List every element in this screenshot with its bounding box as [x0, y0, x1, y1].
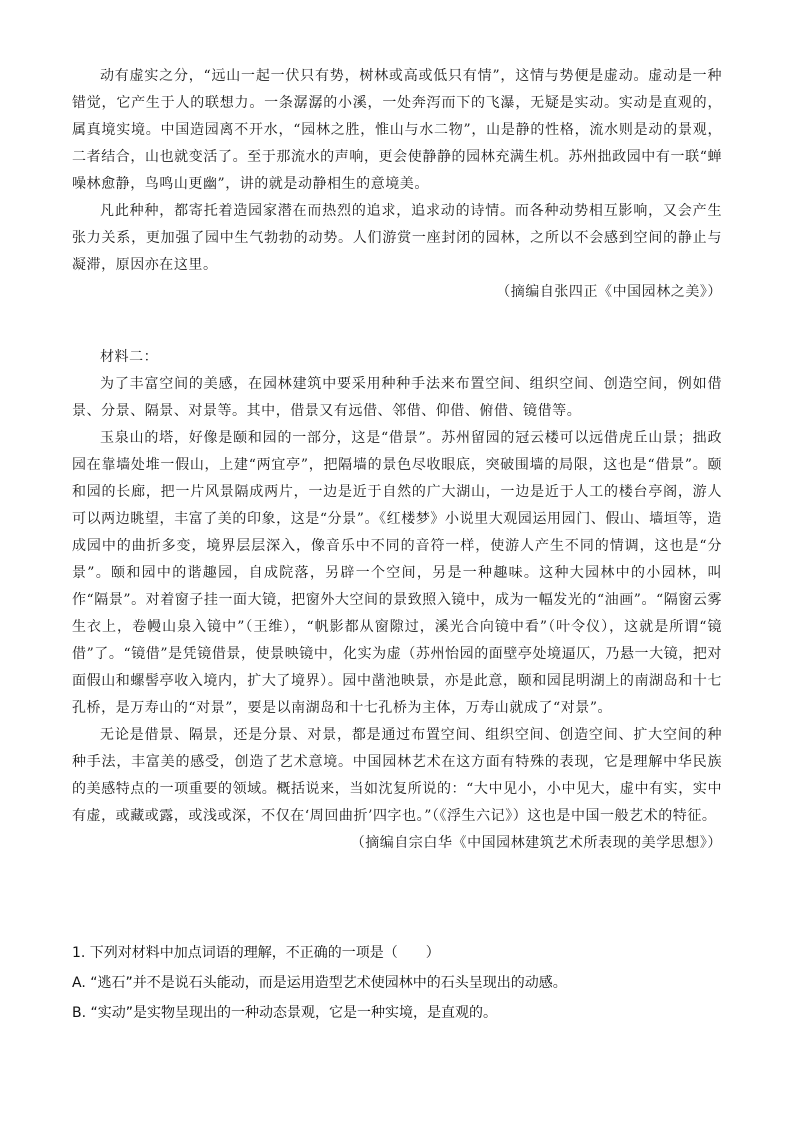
material-two-heading: 材料二： — [100, 349, 159, 365]
question-option-b: B. “实动”是实物呈现出的一种动态景观，它是一种实境，是直观的。 — [72, 1005, 498, 1021]
material-two-section — [72, 344, 722, 857]
material-two-paragraph-1: 为了丰富空间的美感，在园林建筑中要采用种种手法来布置空间、组织空间、创造空间，例如借景、分景、隔景、对景等。其中，借景又有远借、邻借、仰借、俯借、镜借等。 — [72, 376, 722, 419]
question-stem: 1. 下列对材料中加点词语的理解，不正确的一项是（ ） — [72, 945, 440, 961]
material-one-paragraph-1: 动有虚实之分，“远山一起一伏只有势，树林或高或低只有情”，这情与势便是虚动。虚动是一种错觉，它产生于人的联想力。一条潺潺的小溪，一处奔泻而下的飞瀑，无疑是实动。实动是直观的，属真境实境。中国造园离不开水，“园林之胜，惟山与水二物”，山是静的性格，流水则是动的景观，二者结合，山也就变活了。至于那流水的声响，更会使静静的园林充满生机。苏州拙政园中有一联“蝉噪林愈静，鸟鸣山更幽”，讲的就是动静相生的意境美。 — [72, 68, 722, 192]
material-two-paragraph-3: 无论是借景、隔景，还是分景、对景，都是通过布置空间、组织空间、创造空间、扩大空间的种种手法，丰富美的感受，创造了艺术意境。中国园林艺术在这方面有特殊的表现，它是理解中华民族的美感特点的一项重要的领域。概括说来，当如沈复所说的：“大中见小，小中见大，虚中有实，实中有虚，或藏或露，或浅或深，不仅在‘周回曲折’四字也。”（《浮生六记》）这也是中国一般艺术的特征。 — [72, 727, 722, 824]
material-one-source: （摘编自张四正《中国园林之美》） — [496, 284, 722, 300]
material-one-paragraph-2: 凡此种种，都寄托着造园家潜在而热烈的追求，追求动的诗情。而各种动势相互影响，又会产生张力关系，更加强了园中生气勃勃的动势。人们游赏一座封闭的园林，之所以不会感到空间的静止与凝滞，原因亦在这里。 — [72, 203, 722, 273]
question-one — [72, 938, 732, 1028]
question-option-a: A. “逃石”并不是说石头能动，而是运用造型艺术使园林中的石头呈现出的动感。 — [72, 975, 567, 991]
material-one-section — [72, 63, 722, 306]
material-two-paragraph-2: 玉泉山的塔，好像是颐和园的一部分，这是“借景”。苏州留园的冠云楼可以远借虎丘山景；拙政园在靠墙处堆一假山，上建“两宜亭”，把隔墙的景色尽收眼底，突破围墙的局限，这也是“借景”。颐和园的长廊，把一片风景隔成两片，一边是近于自然的广大湖山，一边是近于人工的楼台亭阁，游人可以两边眺望，丰富了美的印象，这是“分景”。《红楼梦》小说里大观园运用园门、假山、墙垣等，造成园中的曲折多变，境界层层深入，像音乐中不同的音符一样，使游人产生不同的情调，这也是“分景”。颐和园中的谐趣园，自成院落，另辟一个空间，另是一种趣味。这种大园林中的小园林，叫作“隔景”。对着窗子挂一面大镜，把窗外大空间的景致照入镜中，成为一幅发光的“油画”。“隔窗云雾生衣上，卷幔山泉入镜中”（王维），“帆影都从窗隙过，溪光合向镜中看”（叶令仪），这就是所谓“镜借”了。“镜借”是凭镜借景，使景映镜中，化实为虚（苏州怡园的面壁亭处境逼仄，乃悬一大镜，把对面假山和螺髻亭收入境内，扩大了境界）。园中凿池映景，亦是此意，颐和园昆明湖上的南湖岛和十七孔桥，是万寿山的“对景”，要是以南湖岛和十七孔桥为主体，万寿山就成了“对景”。 — [72, 430, 722, 716]
material-two-source: （摘编自宗白华《中国园林建筑艺术所表现的美学思想》） — [350, 835, 722, 851]
